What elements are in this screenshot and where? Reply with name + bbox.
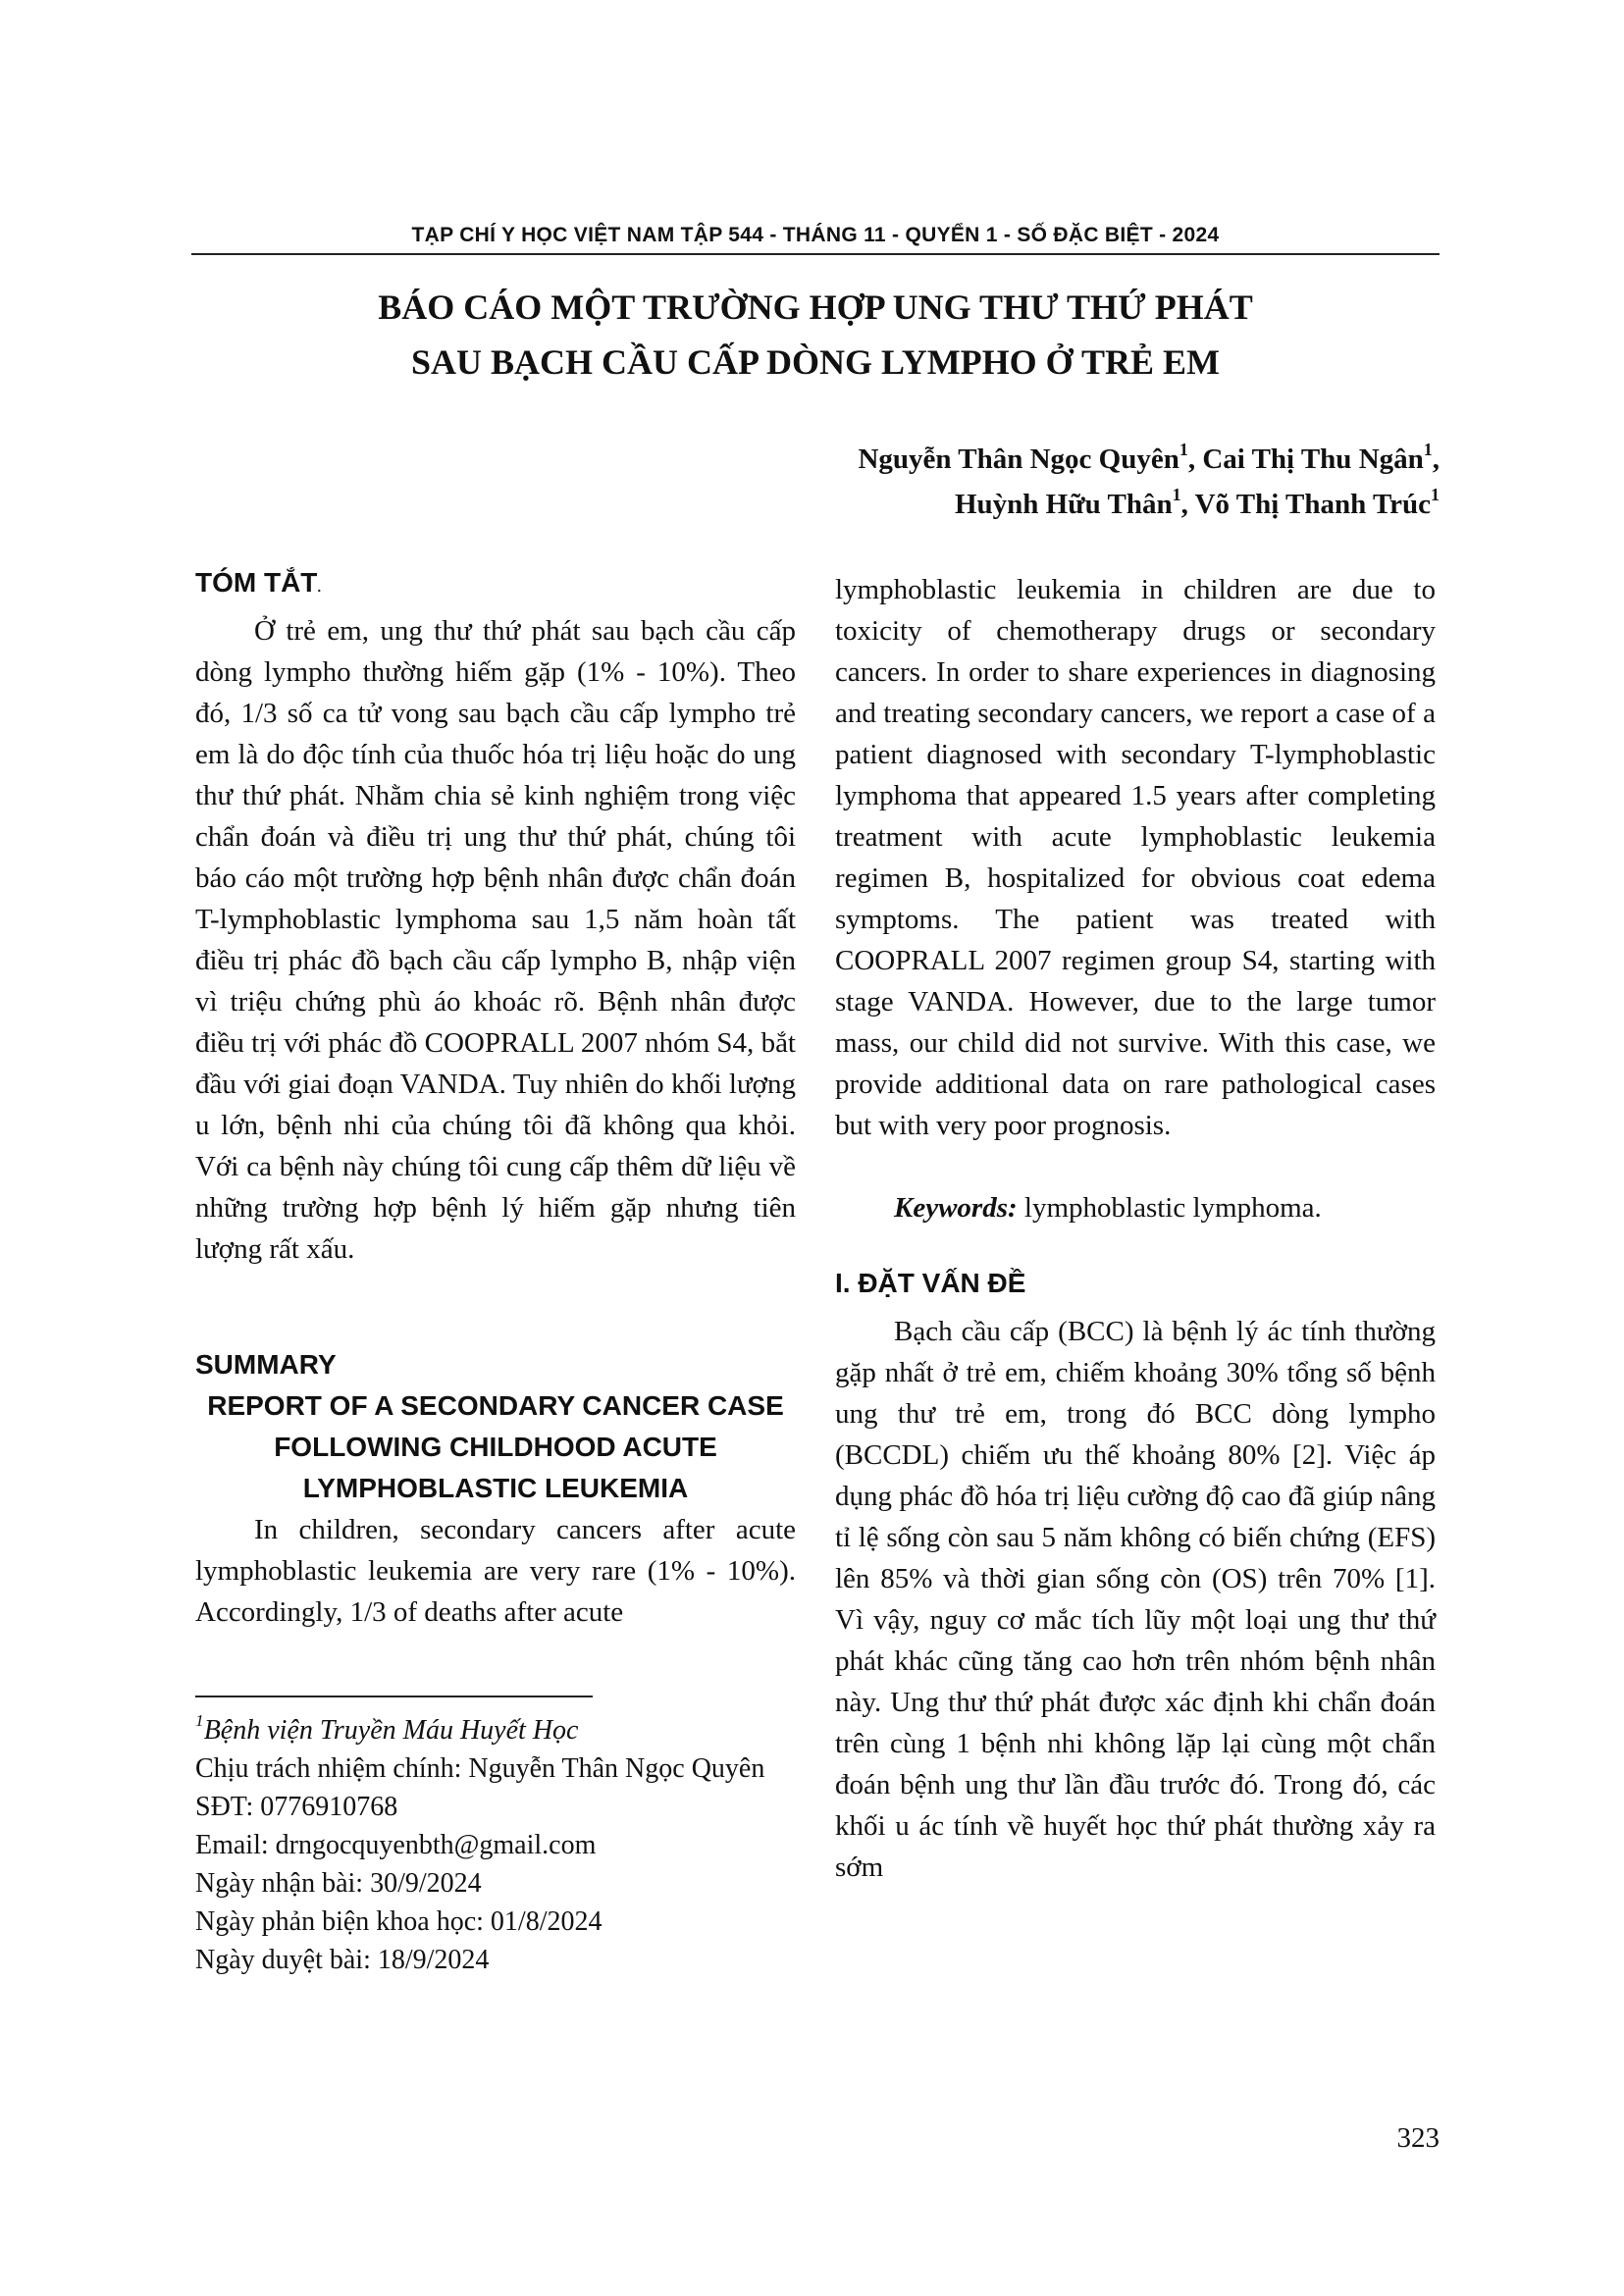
footnote-received: Ngày nhận bài: 30/9/2024 bbox=[195, 1868, 482, 1899]
author-name: Nguyễn Thân Ngọc Quyên bbox=[858, 444, 1179, 475]
header-rule bbox=[191, 253, 1440, 255]
abstract-vi-body: Ở trẻ em, ung thư thứ phát sau bạch cầu cấp dòng lympho thường hiếm gặp (1% - 10%). Theo đó, 1/3 số ca tử vong sau bạch cầu cấp lympho trẻ em là do độc tính của thuốc hóa trị liệu hoặc do ung thư thứ phát. Nhằm chia sẻ kinh nghiệm trong việc chẩn đoán và điều trị ung thư thứ phát, chúng tôi báo cáo một trường hợp bệnh nhân được chẩn đoán T-lymphoblastic lymphoma sau 1,5 năm hoàn tất điều trị phác đồ bạch cầu cấp lympho B, nhập viện vì triệu chứng phù áo khoác rõ. Bệnh nhân được điều trị với phác đồ COOPRALL 2007 nhóm S4, bắt đầu với giai đoạn VANDA. Tuy nhiên do khối lượng u lớn, bệnh nhi của chúng tôi đã không qua khỏi. Với ca bệnh này chúng tôi cung cấp thêm dữ liệu về những trường hợp bệnh lý hiếm gặp nhưng tiên lượng rất xấu. bbox=[195, 615, 796, 1265]
footnote-corresponding: Chịu trách nhiệm chính: Nguyễn Thân Ngọc Quyên bbox=[195, 1753, 765, 1784]
summary-body-left: In children, secondary cancers after acute lymphoblastic leukemia are very rare (1% - 10%). Accordingly, 1/3 of deaths after acute bbox=[195, 1514, 796, 1628]
summary-title-line1: REPORT OF A SECONDARY CANCER CASE bbox=[207, 1390, 784, 1421]
keywords-label: Keywords: bbox=[894, 1192, 1018, 1224]
page-number: 323 bbox=[1396, 2122, 1440, 2154]
footnote-affiliation-text: Bệnh viện Truyền Máu Huyết Học bbox=[203, 1715, 579, 1746]
article-title-line1: BÁO CÁO MỘT TRƯỜNG HỢP UNG THƯ THỨ PHÁT bbox=[378, 287, 1253, 327]
author-affiliation-mark: 1 bbox=[1179, 439, 1188, 459]
footnote-aff-mark: 1 bbox=[195, 1711, 204, 1731]
author-line-1: Nguyễn Thân Ngọc Quyên$^1$, Cai Thị Thu Ngân$^1$, bbox=[858, 439, 1440, 475]
section1-heading: I. ĐẶT VẤN ĐỀ bbox=[835, 1268, 1026, 1298]
author-name: Huỳnh Hữu Thân bbox=[954, 489, 1173, 520]
footnote-accepted: Ngày duyệt bài: 18/9/2024 bbox=[195, 1945, 490, 1975]
author-affiliation-mark: 1 bbox=[1172, 484, 1181, 504]
author-affiliation-mark: 1 bbox=[1423, 439, 1433, 459]
summary-body-right: lymphoblastic leukemia in children are due to toxicity of chemotherapy drugs or secondary cancers. In order to share experiences in diagnosing and treating secondary cancers, we report a case of a patient diagnosed with secondary T-lymphoblastic lymphoma that appeared 1.5 years after completing treatment with acute lymphoblastic leukemia regimen B, hospitalized for obvious coat edema symptoms. The patient was treated with COOPRALL 2007 regimen group S4, starting with stage VANDA. However, due to the large tumor mass, our child did not survive. With this case, we provide additional data on rare pathological cases but with very poor prognosis. bbox=[835, 574, 1436, 1141]
keywords-text: lymphoblastic lymphoma. bbox=[1023, 1192, 1322, 1224]
abstract-heading-text: TÓM TẮT bbox=[195, 567, 318, 598]
keywords bbox=[835, 1187, 1436, 1228]
journal-header: TẠP CHÍ Y HỌC VIỆT NAM TẬP 544 - THÁNG 11 - QUYỂN 1 - SỐ ĐẶC BIỆT - 2024 bbox=[411, 224, 1220, 246]
article-title-line2: SAU BẠCH CẦU CẤP DÒNG LYMPHO Ở TRẺ EM bbox=[410, 342, 1221, 382]
abstract-heading-dot: . bbox=[317, 579, 322, 595]
abstract-heading bbox=[195, 567, 321, 599]
section1-body: Bạch cầu cấp (BCC) là bệnh lý ác tính thường gặp nhất ở trẻ em, chiếm khoảng 30% tổng số bệnh ung thư trẻ em, trong đó BCC dòng lympho (BCCDL) chiếm ưu thế khoảng 80% [2]. Việc áp dụng phác đồ hóa trị liệu cường độ cao đã giúp nâng tỉ lệ sống còn sau 5 năm không có biến chứng (EFS) lên 85% và thời gian sống còn (OS) trên 70% [1]. Vì vậy, nguy cơ mắc tích lũy một loại ung thư thứ phát khác cũng tăng cao hơn trên nhóm bệnh nhân này. Ung thư thứ phát được xác định khi chẩn đoán trên cùng 1 bệnh nhi không lặp lại cùng một chẩn đoán bệnh ung thư lần đầu trước đó. Trong đó, các khối u ác tính về huyết học thứ phát thường xảy ra sớm bbox=[835, 1316, 1436, 1883]
footnote-phone: SĐT: 0776910768 bbox=[195, 1792, 398, 1822]
summary-title-line2: FOLLOWING CHILDHOOD ACUTE bbox=[274, 1432, 717, 1462]
summary-heading: SUMMARY bbox=[195, 1349, 337, 1380]
author-affiliation-mark: 1 bbox=[1431, 484, 1440, 504]
footnote-email: Email: drngocquyenbth@gmail.com bbox=[195, 1830, 597, 1860]
footnote-rule bbox=[195, 1696, 593, 1697]
footnote-reviewed: Ngày phản biện khoa học: 01/8/2024 bbox=[195, 1906, 602, 1937]
author-line-2: Huỳnh Hữu Thân$^1$, Võ Thị Thanh Trúc$^1$ bbox=[954, 484, 1440, 520]
author-name: Võ Thị Thanh Trúc bbox=[1194, 489, 1432, 520]
summary-title-line3: LYMPHOBLASTIC LEUKEMIA bbox=[302, 1473, 689, 1503]
author-name: Cai Thị Thu Ngân bbox=[1202, 444, 1424, 475]
footnote-affiliation bbox=[195, 1711, 823, 1749]
